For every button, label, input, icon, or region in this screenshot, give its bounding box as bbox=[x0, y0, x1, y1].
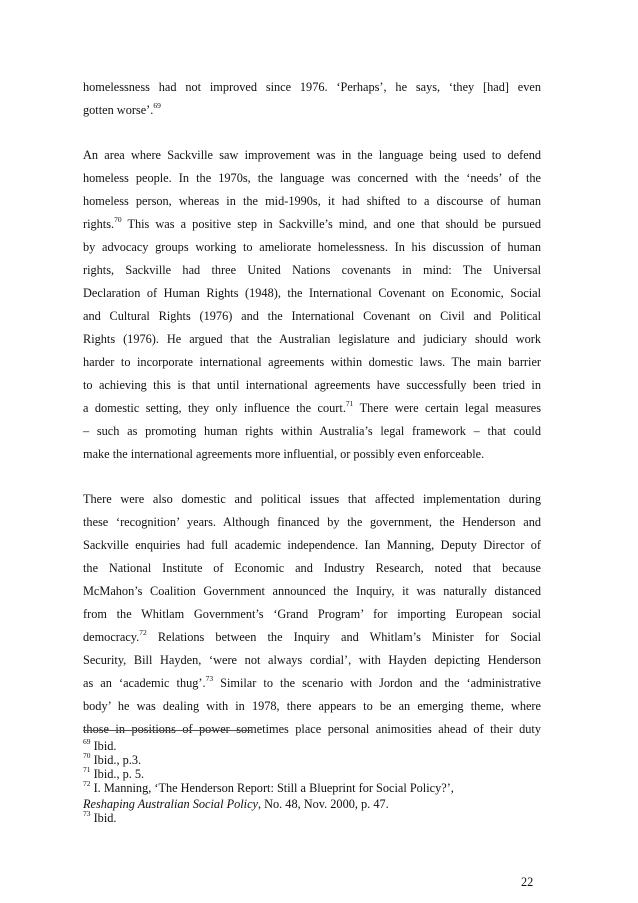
body-line: Rights (1976). He argued that the Australian legislature and judiciary should work bbox=[83, 332, 541, 346]
journal-title: Reshaping Australian Social Policy bbox=[83, 797, 258, 811]
body-line: those in positions of power sometimes place personal animosities ahead of their duty bbox=[83, 722, 541, 736]
footnote-ref[interactable]: 72 bbox=[139, 627, 147, 637]
body-line: gotten worse’.$^{69}$ bbox=[83, 100, 161, 117]
body-line: democracy.$^{72}$ Relations between the Inquiry and Whitlam’s Minister for Social bbox=[83, 627, 541, 644]
body-line: by advocacy groups working to ameliorate homelessness. In his discussion of human bbox=[83, 240, 541, 254]
footnote-number: 70 bbox=[83, 750, 91, 760]
footnote: $^{70}$ Ibid., p.3. bbox=[83, 750, 142, 767]
footnote-number: 71 bbox=[83, 764, 91, 774]
body-line: these ‘recognition’ years. Although financed by the government, the Henderson and bbox=[83, 515, 541, 529]
body-line: as an ‘academic thug’.$^{73}$ Similar to the scenario with Jordon and the ‘administrative bbox=[83, 673, 541, 690]
body-line: harder to incorporate international agreements within domestic laws. The main barrier bbox=[83, 355, 541, 369]
footnote-separator bbox=[83, 730, 251, 731]
body-line: rights, Sackville had three United Nations covenants in mind: The Universal bbox=[83, 263, 541, 277]
body-line: a domestic setting, they only influence the court.$^{71}$ There were certain legal measures bbox=[83, 398, 541, 415]
body-line: Sackville enquiries had full academic independence. Ian Manning, Deputy Director of bbox=[83, 538, 541, 552]
body-line: the National Institute of Economic and Industry Research, noted that because bbox=[83, 561, 541, 575]
footnote: $^{71}$ Ibid., p. 5. bbox=[83, 764, 145, 781]
body-line: homeless person, whereas in the mid-1990s, it had shifted to a discourse of human bbox=[83, 194, 541, 208]
body-line: homelessness had not improved since 1976. ‘Perhaps’, he says, ‘they [had] even bbox=[83, 80, 541, 94]
footnote: $^{73}$ Ibid. bbox=[83, 808, 117, 825]
body-line: to achieving this is that until international agreements have successfully been tried in bbox=[83, 378, 541, 392]
page-number: 22 bbox=[521, 875, 534, 889]
body-line: McMahon’s Coalition Government announced the Inquiry, it was naturally distanced bbox=[83, 584, 541, 598]
body-line: rights.$^{70}$ This was a positive step in Sackville’s mind, and one that should be pursued bbox=[83, 214, 541, 231]
body-line: body’ he was dealing with in 1978, there appears to be an emerging theme, where bbox=[83, 699, 541, 713]
footnote: $^{72}$ I. Manning, ‘The Henderson Report: Still a Blueprint for Social Policy?’, bbox=[83, 778, 454, 795]
body-line: An area where Sackville saw improvement was in the language being used to defend bbox=[83, 148, 541, 162]
body-line: Security, Bill Hayden, ‘were not always cordial’, with Hayden depicting Henderson bbox=[83, 653, 541, 667]
body-line: and Cultural Rights (1976) and the International Covenant on Civil and Political bbox=[83, 309, 541, 323]
body-line: from the Whitlam Government’s ‘Grand Program’ for importing European social bbox=[83, 607, 541, 621]
footnote-number: 73 bbox=[83, 808, 91, 818]
footnote-ref[interactable]: 73 bbox=[205, 673, 214, 683]
body-line: There were also domestic and political issues that affected implementation during bbox=[83, 492, 541, 506]
body-line: Declaration of Human Rights (1948), the International Covenant on Economic, Social bbox=[83, 286, 541, 300]
footnote-ref[interactable]: 70 bbox=[114, 214, 122, 224]
footnote-ref[interactable]: 69 bbox=[153, 100, 161, 110]
footnote-number: 69 bbox=[83, 736, 91, 746]
footnote: $^{69}$ Ibid. bbox=[83, 736, 117, 753]
footnote-number: 72 bbox=[83, 778, 91, 788]
footnote-ref[interactable]: 71 bbox=[345, 398, 354, 408]
body-line: homeless people. In the 1970s, the language was concerned with the ‘needs’ of the bbox=[83, 171, 541, 185]
body-line: make the international agreements more influential, or possibly even enforceable. bbox=[83, 447, 485, 461]
body-line: – such as promoting human rights within Australia’s legal framework – that could bbox=[83, 424, 541, 438]
footnote-continued: Reshaping Australian Social Policy, No. 48, Nov. 2000, p. 47. bbox=[83, 797, 389, 811]
